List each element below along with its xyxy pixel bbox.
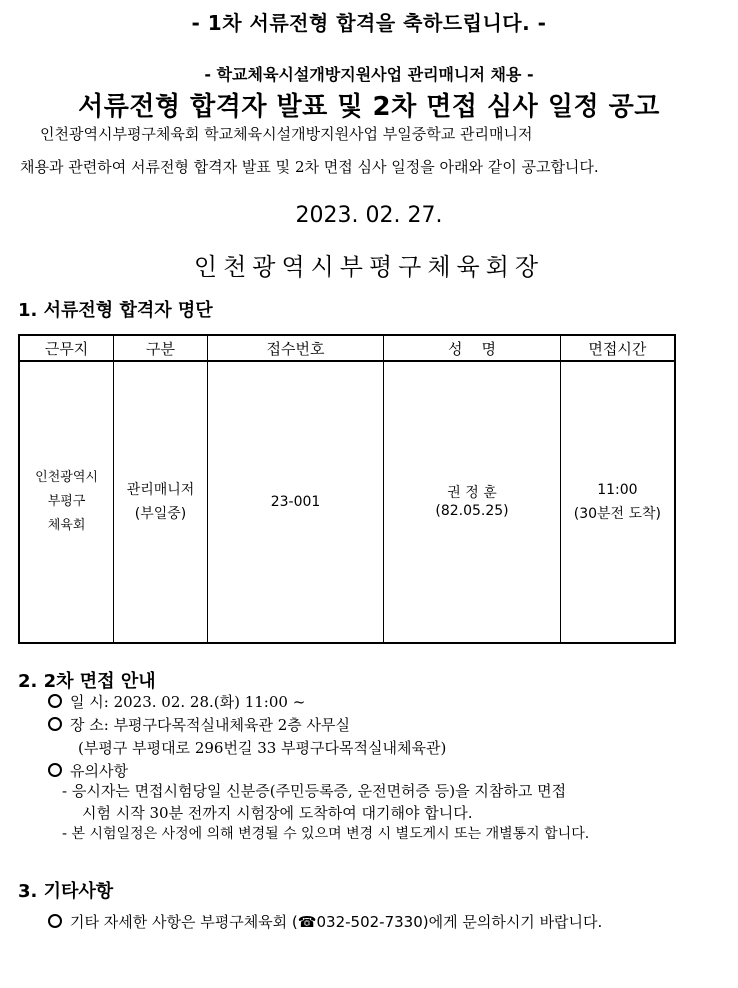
intro-line-1: 인천광역시부평구체육회 학교체육시설개방지원사업 부일중학교 관리매니저 bbox=[40, 125, 533, 143]
workplace-cell bbox=[19, 361, 114, 643]
column-header: 근무지 bbox=[19, 335, 114, 361]
bullet-icon bbox=[48, 763, 62, 777]
note-item: - 응시자는 면접시험당일 신분증(주민등록증, 운전면허증 등)을 지참하고 면접 bbox=[62, 782, 567, 800]
interview-place bbox=[48, 714, 350, 735]
interview-datetime bbox=[48, 691, 305, 712]
telephone-icon: ☎ bbox=[297, 913, 317, 931]
interview-datetime-text: 일 시: 2023. 02. 28.(화) 11:00 ~ bbox=[70, 693, 306, 711]
table-row bbox=[19, 361, 675, 643]
receipt-number-cell: 23-001 bbox=[207, 361, 383, 643]
bullet-icon bbox=[48, 914, 62, 928]
note-item-continued: 시험 시작 30분 전까지 시험장에 도착하여 대기해야 합니다. bbox=[82, 804, 473, 822]
contact-info bbox=[48, 911, 602, 932]
column-header: 면접시간 bbox=[560, 335, 675, 361]
name-cell bbox=[384, 361, 561, 643]
section-2-heading: 2. 2차 면접 안내 bbox=[18, 671, 156, 692]
signer: 인천광역시부평구체육회장 bbox=[193, 253, 545, 281]
interview-time: 11:00 bbox=[597, 482, 638, 498]
contact-text-before: 기타 자세한 사항은 부평구체육회 ( bbox=[70, 913, 298, 931]
column-header: 접수번호 bbox=[207, 335, 383, 361]
bullet-icon bbox=[48, 717, 62, 731]
category-cell bbox=[114, 361, 208, 643]
subtitle: - 학교체육시설개방지원사업 관리매니저 채용 - bbox=[204, 65, 534, 84]
workplace-line: 부평구 bbox=[47, 494, 86, 509]
page-title: 서류전형 합격자 발표 및 2차 면접 심사 일정 공고 bbox=[78, 92, 660, 122]
column-header: 구분 bbox=[114, 335, 208, 361]
interview-address: (부평구 부평대로 296번길 33 부평구다목적실내체육관) bbox=[78, 739, 447, 757]
workplace-line: 인천광역시 bbox=[35, 470, 98, 485]
intro-line-2: 채용과 관련하여 서류전형 합격자 발표 및 2차 면접 심사 일정을 아래와 같이 공고합니다. bbox=[20, 158, 599, 176]
result-table bbox=[18, 334, 676, 644]
notice-date: 2023. 02. 27. bbox=[295, 203, 443, 228]
category-line: 관리매니저 bbox=[126, 482, 195, 498]
column-header: 성 명 bbox=[384, 335, 561, 361]
category-line: (부일중) bbox=[134, 506, 187, 522]
arrival-note: (30분전 도착) bbox=[573, 506, 662, 522]
note-item: - 본 시험일정은 사정에 의해 변경될 수 있으며 변경 시 별도게시 또는 개별통지 합니다. bbox=[62, 826, 590, 842]
applicant-name: 권 정 훈 bbox=[447, 485, 497, 501]
notes-label-text: 유의사항 bbox=[70, 762, 128, 780]
section-1-heading: 1. 서류전형 합격자 명단 bbox=[18, 300, 213, 321]
bullet-icon bbox=[48, 694, 62, 708]
section-3-heading: 3. 기타사항 bbox=[18, 881, 114, 902]
table-header-row bbox=[19, 335, 675, 361]
workplace-line: 체육회 bbox=[47, 518, 86, 533]
notes-label bbox=[48, 760, 128, 781]
applicant-birthdate: (82.05.25) bbox=[435, 503, 509, 519]
interview-place-text: 장 소: 부평구다목적실내체육관 2층 사무실 bbox=[70, 716, 351, 734]
interview-time-cell bbox=[560, 361, 675, 643]
congrats-heading: - 1차 서류전형 합격을 축하드립니다. - bbox=[191, 11, 547, 35]
contact-text-after: )에게 문의하시기 바랍니다. bbox=[422, 913, 603, 931]
phone-number: 032-502-7330 bbox=[316, 913, 423, 931]
